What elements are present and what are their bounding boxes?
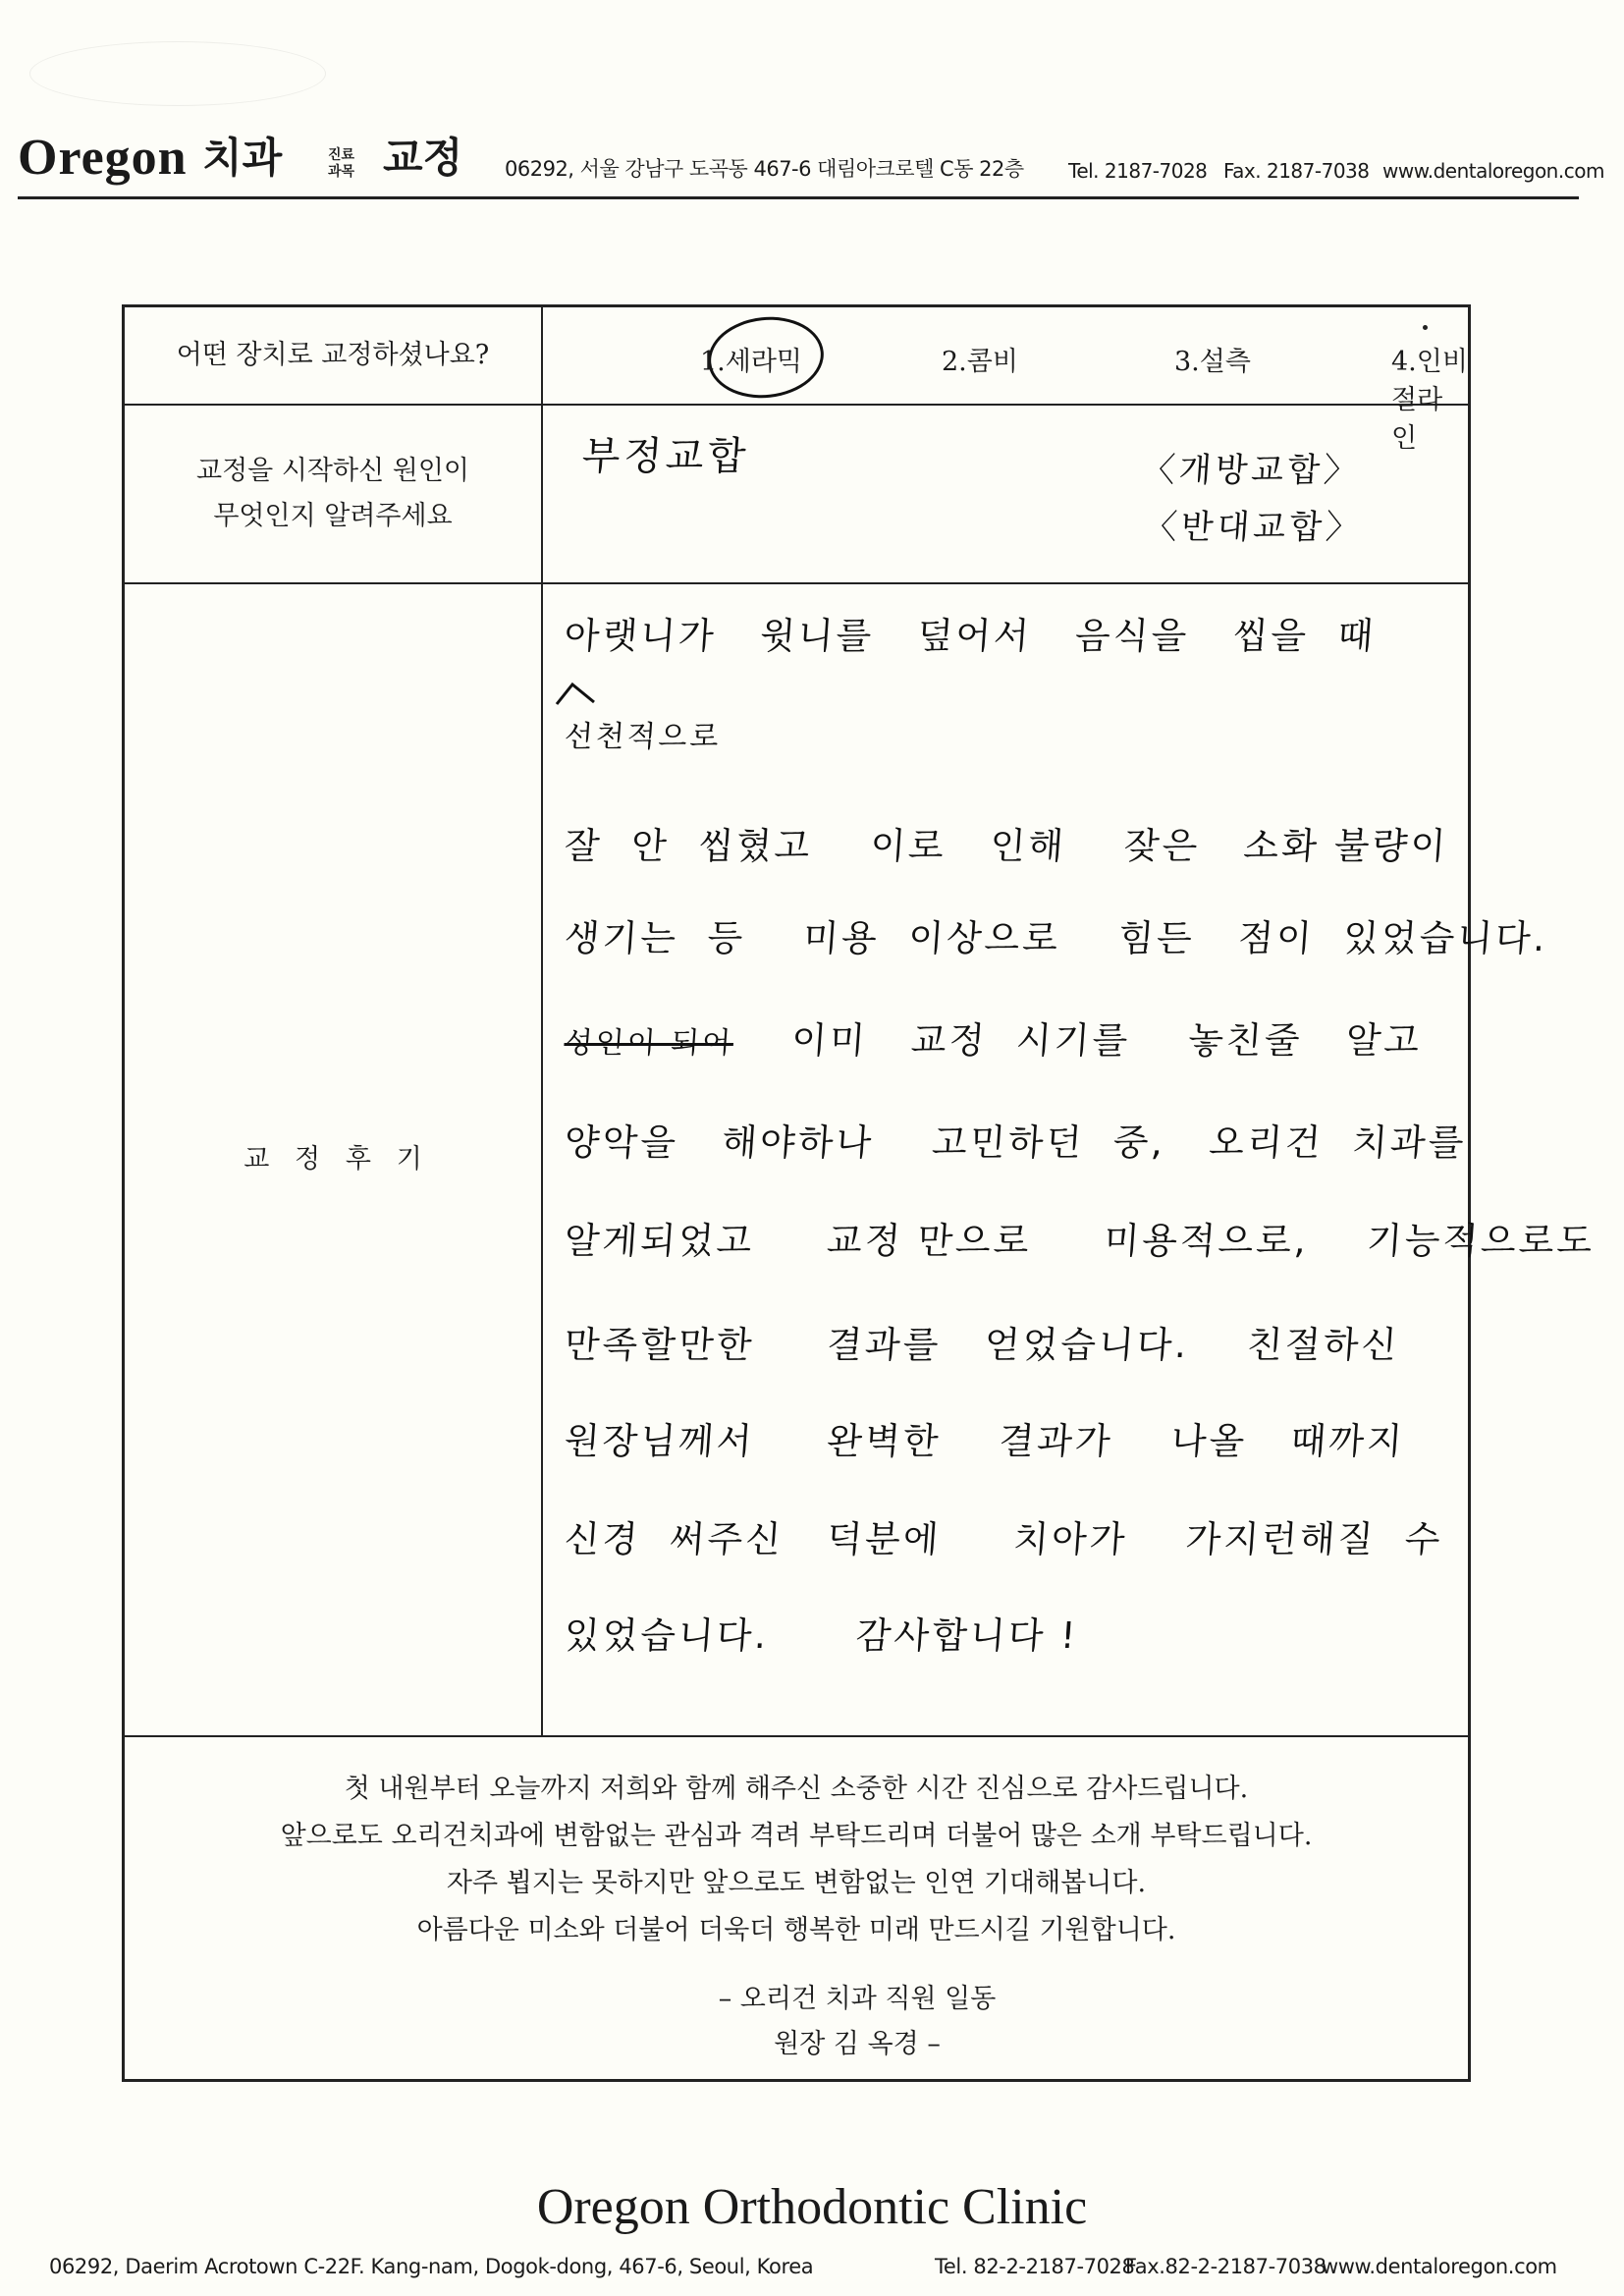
- review-row: [125, 584, 1597, 1737]
- footer-address: 06292, Daerim Acrotown C-22F. Kang-nam, Dogok-dong, 467-6, Seoul, Korea: [49, 2255, 814, 2278]
- review-line: 알게되었고 교정 만으로 미용적으로, 기능적으로도: [563, 1220, 1597, 1262]
- reason-row: [125, 406, 1468, 584]
- option-combi: 2.콤비: [942, 347, 1018, 377]
- option-invisalign: 4.인비절라인: [1391, 347, 1468, 454]
- closing-line: 자주 뵙지는 못하지만 앞으로도 변함없는 인연 기대해봅니다.: [446, 1868, 1147, 1898]
- device-row: [125, 307, 1468, 454]
- signature-director: 원장 김 옥경 –: [774, 2029, 941, 2059]
- review-line: 생기는 등 미용 이상으로 힘든 점이 있었습니다.: [563, 917, 1550, 959]
- option-lingual: 3.설측: [1174, 347, 1251, 377]
- review-line: 신경 써주신 덕분에 치아가 가지런해질 수: [563, 1518, 1445, 1560]
- review-text: [543, 584, 1597, 1735]
- review-line: 있었습니다. 감사합니다 !: [563, 1614, 1080, 1657]
- insert-caret-icon: [555, 681, 598, 706]
- struck-text: 성인이 되어: [563, 1026, 735, 1061]
- letterhead: [18, 126, 1604, 199]
- review-form: [122, 304, 1597, 2082]
- signature-staff: – 오리건 치과 직원 일동: [718, 1984, 997, 2014]
- closing-line: 앞으로도 오리건치과에 변함없는 관심과 격려 부탁드리며 더불어 많은 소개 부탁드립니다.: [280, 1821, 1313, 1851]
- review-line: 양악을 해야하나 고민하던 중, 오리건 치과를: [563, 1121, 1469, 1164]
- department-label: 진료 과목: [328, 147, 355, 180]
- closing-line: 아름다운 미소와 더불어 더욱더 행복한 미래 만드시길 기원합니다.: [416, 1915, 1176, 1945]
- reason-question: 교정을 시작하신 원인이 무엇인지 알려주세요: [125, 406, 543, 582]
- header-tel: Tel. 2187-7028: [1068, 159, 1208, 183]
- footer-fax: Fax.82-2-2187-7038: [1125, 2255, 1326, 2278]
- footer-clinic-title: Oregon Orthodontic Clinic: [536, 2179, 1088, 2235]
- review-line: 아랫니가 윗니를 덮어서 음식을 씹을 때: [563, 615, 1378, 657]
- closing-message: [125, 1737, 1468, 2079]
- footer-website: www.dentaloregon.com: [1322, 2255, 1557, 2278]
- clinic-name-ko: 치과: [202, 134, 283, 182]
- pen-dot: [1423, 325, 1428, 330]
- reason-note-open-bite: 〈개방교합〉: [1140, 451, 1363, 490]
- header-fax: Fax. 2187-7038: [1223, 159, 1370, 183]
- faint-stamp-mark: [29, 41, 326, 106]
- device-question: 어떤 장치로 교정하셨나요?: [125, 307, 543, 404]
- closing-line: 첫 내원부터 오늘까지 저희와 함께 해주신 소중한 시간 진심으로 감사드립니다.: [344, 1774, 1249, 1804]
- header-website: www.dentaloregon.com: [1382, 159, 1604, 183]
- reason-answer-cell: [543, 406, 1468, 582]
- device-options: [543, 307, 1468, 454]
- review-line: 만족할만한 결과를 얻었습니다. 친절하신: [563, 1324, 1401, 1366]
- review-line: 선천적으로: [563, 720, 723, 754]
- review-label: 교 정 후 기: [125, 584, 543, 1735]
- review-line: 잘 안 씹혔고 이로 인해 잦은 소화 불량이: [563, 825, 1450, 867]
- option-ceramic: 1.세라믹: [700, 347, 803, 377]
- review-line: 원장님께서 완벽한 결과가 나올 때까지: [563, 1420, 1407, 1462]
- reason-note-crossbite: 〈반대교합〉: [1142, 508, 1365, 547]
- header-address: 06292, 서울 강남구 도곡동 467-6 대림아크로텔 C동 22층: [505, 157, 1024, 181]
- review-line-struck: 성인이 되어 이미 교정 시기를 놓친줄 알고: [563, 1019, 1424, 1062]
- reason-answer: 부정교합: [580, 434, 751, 479]
- specialty-name: 교정: [383, 134, 463, 182]
- footer-tel: Tel. 82-2-2187-7028: [935, 2255, 1135, 2278]
- brand-name: Oregon: [18, 130, 188, 186]
